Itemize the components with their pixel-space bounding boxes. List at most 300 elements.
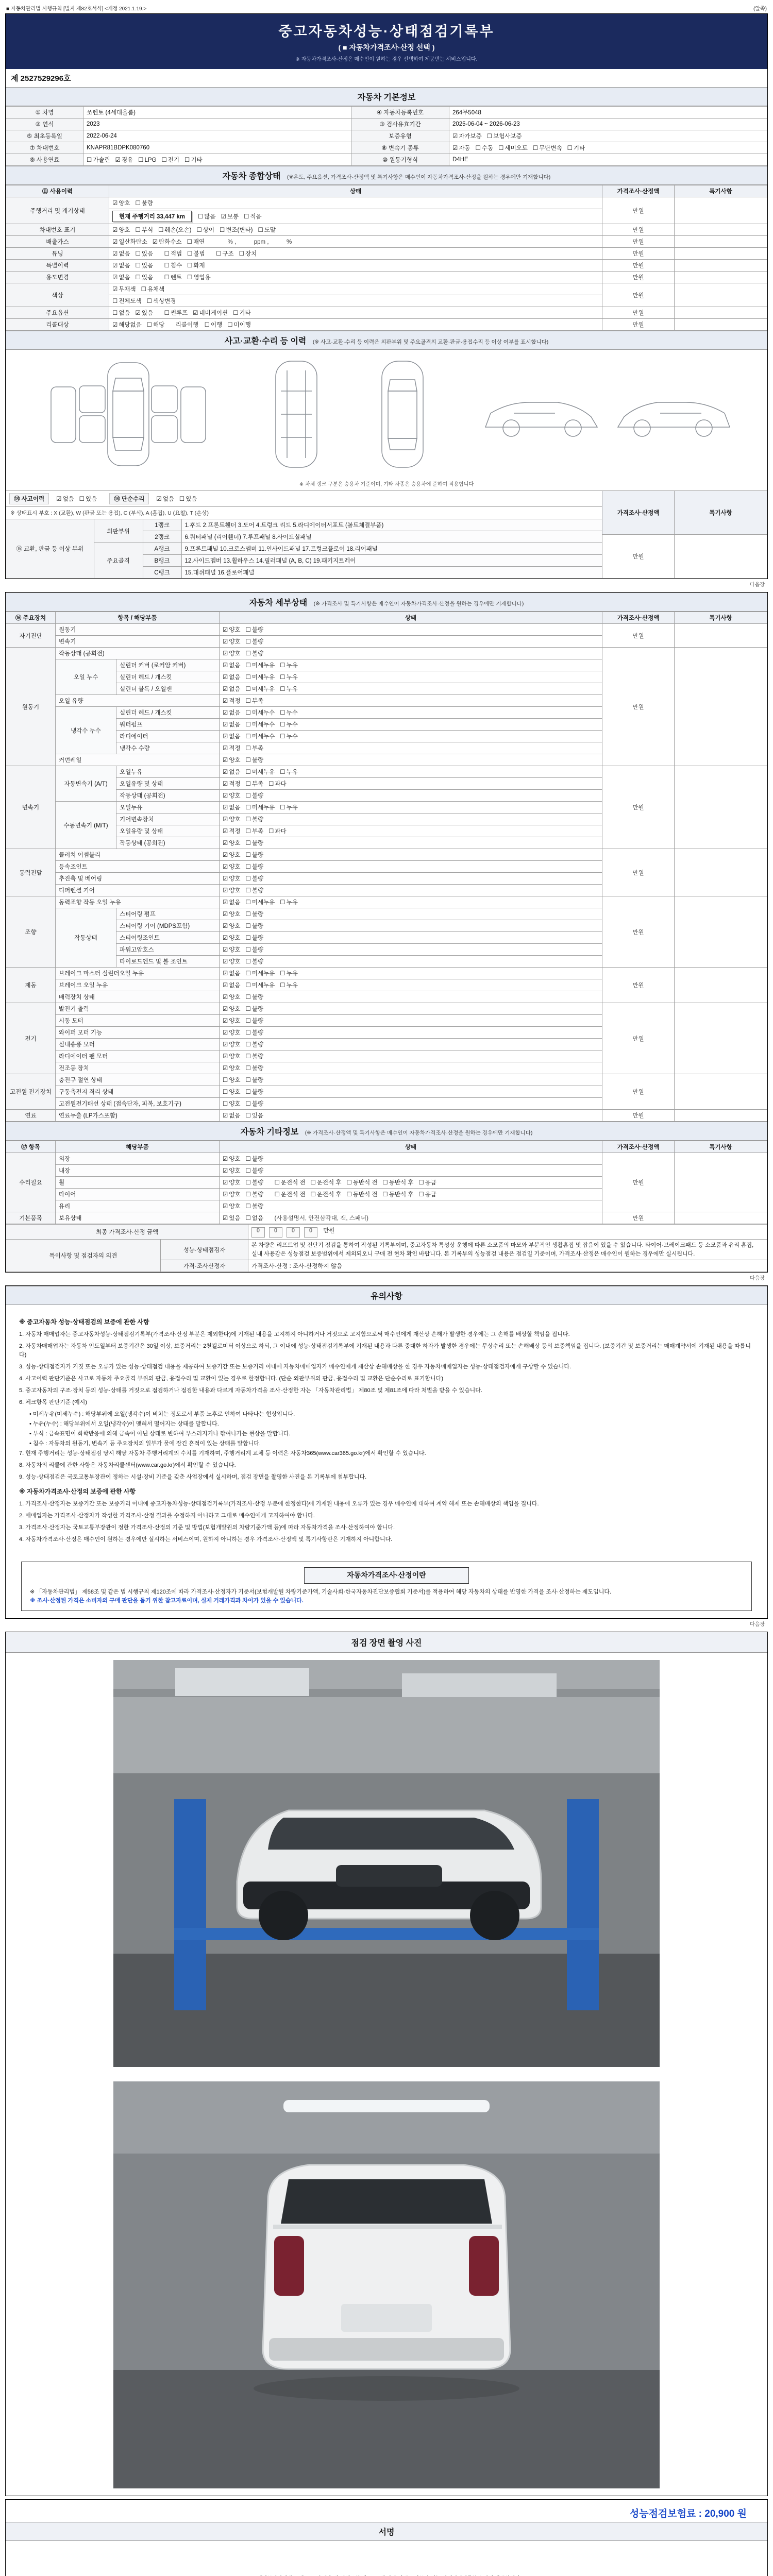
status-options bbox=[220, 683, 602, 695]
checkbox-option[interactable]: ☑ 양호 bbox=[223, 1054, 241, 1060]
checkbox-option[interactable]: ☐ 없음 bbox=[245, 1215, 264, 1222]
group-label: 자기진단 bbox=[6, 624, 56, 648]
checkbox-option[interactable]: ☑ 양호 bbox=[223, 876, 241, 882]
checkbox-option[interactable]: ☑ 적정 bbox=[223, 828, 241, 835]
checked-checkbox-icon: ☑ bbox=[223, 817, 228, 823]
status-options bbox=[220, 624, 602, 636]
item-label: 유리 bbox=[56, 1200, 220, 1212]
checked-checkbox-icon: ☑ bbox=[112, 200, 118, 207]
checkbox-option[interactable]: ☐ 불량 bbox=[135, 200, 154, 207]
checked-checkbox-icon: ☑ bbox=[223, 911, 228, 918]
checkbox-option[interactable]: ☐ 양호 bbox=[223, 1101, 241, 1107]
unchecked-checkbox-icon: ☐ bbox=[280, 805, 285, 811]
status-options bbox=[220, 1086, 602, 1098]
checkbox-option[interactable]: ☑ 양호 bbox=[223, 935, 241, 941]
checkbox-option[interactable]: ☑ 자가보증 bbox=[452, 133, 482, 140]
rank-items: 6.쿼터패널 (리어휀더) 7.루프패널 8.사이드실패널 bbox=[181, 531, 602, 543]
unchecked-checkbox-icon: ☐ bbox=[245, 959, 251, 965]
checkbox-option[interactable]: ☑ 없음 bbox=[223, 710, 241, 716]
checkbox-option[interactable]: ☑ 없음 bbox=[223, 1113, 241, 1119]
unchecked-checkbox-icon: ☐ bbox=[164, 310, 170, 316]
price-cell: 만원 bbox=[602, 319, 675, 331]
item-label: 실내송풍 모터 bbox=[56, 1039, 220, 1050]
checkbox-option[interactable]: ☑ 없음 bbox=[56, 496, 74, 502]
checkbox-option[interactable]: ☐ 불량 bbox=[245, 1006, 264, 1012]
checkbox-option[interactable]: ☐ 적법 bbox=[164, 251, 182, 257]
inline-text bbox=[158, 263, 164, 269]
unchecked-checkbox-icon: ☐ bbox=[220, 227, 225, 233]
unchecked-checkbox-icon: ☐ bbox=[164, 275, 170, 281]
field-label: ⑤ 최초등록일 bbox=[6, 130, 83, 142]
checkbox-option[interactable]: ☑ 없음 bbox=[223, 900, 241, 906]
checked-checkbox-icon: ☑ bbox=[223, 828, 228, 835]
side-view-right-diagram bbox=[609, 385, 737, 442]
checked-checkbox-icon: ☑ bbox=[223, 710, 228, 716]
checkbox-option[interactable]: ☐ 불량 bbox=[245, 1018, 264, 1024]
unchecked-checkbox-icon: ☐ bbox=[245, 876, 251, 882]
checkbox-option[interactable]: ☐ 불량 bbox=[245, 994, 264, 1001]
etc-title: 자동차 기타정보 bbox=[240, 1128, 299, 1137]
checkbox-option[interactable]: ☐ 불량 bbox=[245, 876, 264, 882]
note-cell bbox=[675, 624, 767, 648]
checkbox-option[interactable]: ☑ 양호 bbox=[223, 1042, 241, 1048]
price-cell: 만원 bbox=[602, 197, 675, 224]
checkbox-option[interactable]: ☑ 양호 bbox=[223, 864, 241, 870]
checkbox-option[interactable]: ☐ 미세누수 bbox=[245, 722, 275, 728]
checkbox-option[interactable]: ☑ 네비게이션 bbox=[193, 310, 228, 316]
checked-checkbox-icon: ☑ bbox=[223, 1006, 228, 1012]
checkbox-option[interactable]: ☑ 양호 bbox=[223, 1180, 241, 1186]
checkbox-option[interactable]: ☐ 화재 bbox=[187, 263, 205, 269]
checkbox-option[interactable]: ☐ 색상변경 bbox=[146, 298, 176, 304]
checkbox-option[interactable]: ☐ 누유 bbox=[280, 769, 298, 775]
checkbox-option[interactable]: ☐ 적음 bbox=[244, 214, 262, 220]
column-header: 특기사항 bbox=[675, 185, 767, 197]
notice-item: 2. 매매업자는 가격조사·산정자가 작성한 가격조사·산정 결과를 수정하지 아니하고 그대로 매수인에게 고지하여야 합니다. bbox=[19, 1512, 315, 1519]
price-cell: 만원 bbox=[602, 1153, 675, 1212]
unchecked-checkbox-icon: ☐ bbox=[245, 686, 251, 692]
checkbox-option[interactable]: ☐ 기타 bbox=[567, 145, 585, 151]
checkbox-option[interactable]: ☐ 미세누유 bbox=[245, 769, 275, 775]
notice-item: 9. 성능·상태점검은 국토교통부장관이 정하는 시설·장비 기준을 갖춘 사업장에서 실시하며, 점검 장면을 촬영한 사진을 본 기록부에 첨부합니다. bbox=[19, 1474, 367, 1481]
checkbox-option[interactable]: ☐ 있음 bbox=[179, 496, 197, 502]
checkbox-option[interactable]: ☐ 응급 bbox=[418, 1180, 436, 1186]
checked-checkbox-icon: ☑ bbox=[112, 286, 118, 293]
checkbox-option[interactable]: ☑ 해당없음 bbox=[112, 322, 142, 328]
checkbox-option[interactable]: ☐ 누유 bbox=[280, 971, 298, 977]
checkbox-option[interactable]: ☐ 부족 bbox=[245, 828, 264, 835]
checkbox-option[interactable]: ☐ 동반석 후 bbox=[382, 1192, 414, 1198]
checked-checkbox-icon: ☑ bbox=[223, 876, 228, 882]
checkbox-option[interactable]: ☑ 없음 bbox=[156, 496, 174, 502]
checkbox-option[interactable]: ☐ 불량 bbox=[245, 817, 264, 823]
checked-checkbox-icon: ☑ bbox=[223, 734, 228, 740]
checkbox-option[interactable]: ☑ 무채색 bbox=[112, 286, 136, 293]
checkbox-option[interactable]: ☐ 누유 bbox=[280, 686, 298, 692]
item-label: 디퍼렌셜 기어 bbox=[56, 885, 220, 896]
checkbox-option[interactable]: ☑ 양호 bbox=[223, 911, 241, 918]
status-options bbox=[220, 814, 602, 825]
checkbox-option[interactable]: ☐ 장치 bbox=[239, 251, 257, 257]
checked-checkbox-icon: ☑ bbox=[223, 757, 228, 764]
comprehensive-title: 자동차 종합상태 bbox=[222, 172, 281, 181]
checkbox-option[interactable]: ☐ 동반석 전 bbox=[346, 1180, 378, 1186]
table-row bbox=[6, 1225, 767, 1240]
checkbox-option[interactable]: ☐ 불법 bbox=[187, 251, 205, 257]
checkbox-option[interactable]: ☐ 무단변속 bbox=[532, 145, 562, 151]
checkbox-option[interactable]: ☐ 불량 bbox=[245, 923, 264, 929]
checkbox-option[interactable]: ☐ 미세누유 bbox=[245, 674, 275, 681]
group-label: 배출가스 bbox=[6, 236, 109, 248]
checkbox-option[interactable]: ☑ 양호 bbox=[223, 1204, 241, 1210]
checkbox-option[interactable]: ☑ 경유 bbox=[115, 157, 133, 163]
status-options bbox=[109, 209, 602, 224]
checkbox-option[interactable]: ☑ 양호 bbox=[223, 817, 241, 823]
checkbox-option[interactable]: ☐ 누수 bbox=[280, 734, 298, 740]
unchecked-checkbox-icon: ☐ bbox=[280, 769, 285, 775]
checkbox-option[interactable]: ☐ 불량 bbox=[245, 840, 264, 846]
checkbox-option[interactable]: ☑ 양호 bbox=[223, 757, 241, 764]
diagram-note: ※ 차체 랭크 구분은 승용차 기준이며, 기타 차종은 승용차에 준하여 적용합니다 bbox=[6, 479, 767, 490]
signature-section-title: 서명 bbox=[6, 2522, 767, 2541]
item-label: 동력조향 작동 오일 누유 bbox=[56, 896, 220, 908]
field-label: ① 차명 bbox=[6, 107, 83, 118]
status-options bbox=[109, 295, 602, 307]
checkbox-option[interactable]: ☐ 보험사보증 bbox=[486, 133, 522, 140]
checked-checkbox-icon: ☑ bbox=[223, 781, 228, 787]
checkbox-option[interactable]: ☐ 썬루프 bbox=[164, 310, 188, 316]
checkbox-option[interactable]: ☐ 불량 bbox=[245, 1156, 264, 1162]
checkbox-option[interactable]: ☐ 불량 bbox=[245, 1042, 264, 1048]
checkbox-option[interactable]: ☐ 전기 bbox=[161, 157, 180, 163]
status-options bbox=[220, 896, 602, 908]
next-page-label: 다음장 bbox=[750, 1621, 765, 1628]
table-row bbox=[6, 319, 767, 331]
status-options bbox=[109, 283, 602, 295]
checkbox-option[interactable]: ☑ 양호 bbox=[223, 840, 241, 846]
checkbox-option[interactable]: ☑ 양호 bbox=[223, 793, 241, 799]
checkbox-option[interactable]: ☑ 없음 bbox=[223, 769, 241, 775]
checkbox-option[interactable]: ☑ 양호 bbox=[223, 959, 241, 965]
signature-area[interactable] bbox=[6, 2541, 767, 2572]
block-photos bbox=[5, 1632, 768, 2496]
checkbox-option[interactable]: ☐ 있음 bbox=[79, 496, 97, 502]
field-label: ④ 자동차등록번호 bbox=[351, 107, 449, 118]
item-label: 오일 유량 bbox=[56, 695, 220, 707]
checkbox-option[interactable]: ☐ 불량 bbox=[245, 1180, 264, 1186]
item-label: 추진축 및 베어링 bbox=[56, 873, 220, 885]
checkbox-option[interactable]: ☐ 불량 bbox=[245, 911, 264, 918]
checkbox-option[interactable]: ☐ 불량 bbox=[245, 888, 264, 894]
checkbox-option[interactable]: ☑ 없음 bbox=[223, 734, 241, 740]
group-label: 용도변경 bbox=[6, 272, 109, 283]
column-header: 가격조사·산정액 bbox=[602, 612, 675, 624]
checkbox-option[interactable]: ☐ 누유 bbox=[280, 674, 298, 681]
accident-main-cell bbox=[6, 491, 602, 579]
item-label: 실린더 헤드 / 개스킷 bbox=[116, 707, 220, 719]
checkbox-option[interactable]: ☑ 없음 bbox=[223, 971, 241, 977]
checkbox-option[interactable]: ☐ 미세누유 bbox=[245, 971, 275, 977]
field-value: 쏘렌토 (4세대올룸) bbox=[83, 107, 351, 118]
inspection-photo-rear bbox=[113, 2081, 660, 2488]
notice-item: 8. 자동차의 리콜에 관한 사항은 자동차리콜센터(www.car.go.kr)에서 확인할 수 있습니다. bbox=[19, 1462, 236, 1469]
checkbox-option[interactable]: ☐ 불량 bbox=[245, 1204, 264, 1210]
checkbox-option[interactable]: ☐ 가솔린 bbox=[87, 157, 110, 163]
item-label: 보유상태 bbox=[56, 1212, 220, 1224]
checkbox-option[interactable]: ☑ 양호 bbox=[223, 888, 241, 894]
unchecked-checkbox-icon: ☐ bbox=[245, 651, 251, 657]
checkbox-option[interactable]: ☑ 자동 bbox=[452, 145, 470, 151]
item-label: 작동상태 (공회전) bbox=[116, 790, 220, 802]
column-header: 특기사항 bbox=[675, 491, 767, 535]
status-options bbox=[220, 1062, 602, 1074]
sub-group-label: 냉각수 누수 bbox=[56, 707, 116, 754]
checkbox-option[interactable]: ☐ LPG bbox=[138, 157, 157, 163]
checkbox-option[interactable]: ☐ 영업용 bbox=[187, 275, 211, 281]
checkbox-option[interactable]: ☐ 불량 bbox=[245, 1065, 264, 1072]
price-digit-box: 0 bbox=[287, 1227, 300, 1238]
checkbox-option[interactable]: ☐ 양호 bbox=[223, 1089, 241, 1095]
checkbox-option[interactable]: ☐ 있음 bbox=[245, 1113, 264, 1119]
checkbox-option[interactable]: ☐ 불량 bbox=[245, 1077, 264, 1083]
checkbox-option[interactable]: ☐ 불량 bbox=[245, 757, 264, 764]
notice-item: • 침수 : 자동차의 원동기, 변속기 등 주요장치의 일부가 물에 잠긴 흔적이 있는 상태를 말합니다. bbox=[29, 1440, 261, 1447]
checkbox-option[interactable]: ☐ 전체도색 bbox=[112, 298, 142, 304]
checkbox-option[interactable]: ☑ 양호 bbox=[223, 1018, 241, 1024]
next-page-label: 다음장 bbox=[750, 582, 765, 588]
checkbox-option[interactable]: ☐ 불량 bbox=[245, 959, 264, 965]
checkbox-option[interactable]: ☐ 과다 bbox=[268, 781, 287, 787]
checkbox-option[interactable]: ☐ 세미오토 bbox=[498, 145, 528, 151]
field-value: KNAPR81BDPK080760 bbox=[83, 142, 351, 154]
item-label: 시동 모터 bbox=[56, 1015, 220, 1027]
unchecked-checkbox-icon: ☐ bbox=[141, 286, 146, 293]
checkbox-option[interactable]: ☐ 과다 bbox=[268, 828, 287, 835]
checkbox-option[interactable]: ☑ 양호 bbox=[112, 227, 130, 233]
checkbox-option[interactable]: ☐ 누수 bbox=[280, 722, 298, 728]
checkbox-option[interactable]: ☐ 미이행 bbox=[227, 322, 251, 328]
checked-checkbox-icon: ☑ bbox=[112, 251, 118, 257]
checkbox-option[interactable]: ☐ 도말 bbox=[258, 227, 276, 233]
price-cell: 만원 bbox=[602, 896, 675, 968]
checkbox-option[interactable]: ☑ 없음 bbox=[112, 251, 130, 257]
checked-checkbox-icon: ☑ bbox=[112, 263, 118, 269]
etc-subtitle: (※ 가격조사·산정액 및 특기사항은 매수인이 자동차가격조사·산정을 원하는 경우에만 기재합니다) bbox=[305, 1130, 533, 1136]
checkbox-option[interactable]: ☐ 미세누유 bbox=[245, 805, 275, 811]
checkbox-option[interactable]: ☐ 불량 bbox=[245, 852, 264, 858]
checkbox-option[interactable]: ☐ 상이 bbox=[196, 227, 215, 233]
checkbox-option[interactable]: ☐ 침수 bbox=[164, 263, 182, 269]
photo-wrap-1 bbox=[6, 1653, 767, 2074]
checkbox-option[interactable]: ☑ 보통 bbox=[221, 214, 239, 220]
unchecked-checkbox-icon: ☐ bbox=[268, 828, 274, 835]
checked-checkbox-icon: ☑ bbox=[223, 769, 228, 775]
checkbox-option[interactable]: ☑ 양호 bbox=[223, 1168, 241, 1174]
checked-checkbox-icon: ☑ bbox=[223, 923, 228, 929]
checkbox-option[interactable]: ☐ 불량 bbox=[245, 1054, 264, 1060]
checkbox-option[interactable]: ☐ 구조 bbox=[216, 251, 234, 257]
notice-item: 7. 현재 주행거리는 성능·상태점검 당시 해당 자동차 주행거리계의 수치를 기재하며, 주행거리계 교체 등 이력은 자동차365(www.car365.go.kr)에서 확인할 수 있습니다. bbox=[19, 1450, 426, 1457]
checkbox-option[interactable]: ☑ 양호 bbox=[223, 852, 241, 858]
unchecked-checkbox-icon: ☐ bbox=[245, 840, 251, 846]
checkbox-option[interactable]: ☐ 운전석 전 bbox=[274, 1180, 306, 1186]
checkbox-option[interactable]: ☑ 탄화수소 bbox=[152, 239, 182, 245]
checkbox-option[interactable]: ☐ 렌트 bbox=[164, 275, 182, 281]
checkbox-option[interactable]: ☐ 기타 bbox=[184, 157, 203, 163]
checkbox-option[interactable]: ☐ 불량 bbox=[245, 639, 264, 645]
checkbox-option[interactable]: ☑ 없음 bbox=[223, 674, 241, 681]
checkbox-option[interactable]: ☐ 부족 bbox=[245, 781, 264, 787]
accident-history-row bbox=[6, 491, 602, 507]
checkbox-option[interactable]: ☑ 양호 bbox=[223, 1006, 241, 1012]
checkbox-option[interactable]: ☐ 불량 bbox=[245, 627, 264, 633]
checkbox-option[interactable]: ☐ 불량 bbox=[245, 1030, 264, 1036]
checkbox-option[interactable]: ☑ 없음 bbox=[223, 805, 241, 811]
checkbox-option[interactable]: ☑ 없음 bbox=[223, 663, 241, 669]
checkbox-option[interactable]: ☐ 누유 bbox=[280, 805, 298, 811]
item-label: 와이퍼 모터 기능 bbox=[56, 1027, 220, 1039]
checkbox-option[interactable]: ☑ 있음 bbox=[223, 1215, 241, 1222]
notice-item: 3. 성능·상태점검자가 거짓 또는 오류가 있는 성능·상태점검 내용을 제공하여 보증기간 또는 보증거리 이내에 자동차매매업자가 매수인에게 재산상 손해배상을 한 경우 자동차매매업자는 성능·상태점검자에게 구상할 수 있습니다. bbox=[19, 1363, 572, 1370]
checkbox-option[interactable]: ☑ 양호 bbox=[223, 1030, 241, 1036]
checkbox-option[interactable]: ☐ 매연 bbox=[187, 239, 205, 245]
checkbox-option[interactable]: ☐ 불량 bbox=[245, 947, 264, 953]
unchecked-checkbox-icon: ☐ bbox=[245, 1192, 251, 1198]
unchecked-checkbox-icon: ☐ bbox=[245, 1006, 251, 1012]
final-price-label: 최종 가격조사·산정 금액 bbox=[6, 1225, 248, 1240]
checkbox-option[interactable]: ☐ 운전석 후 bbox=[310, 1180, 342, 1186]
checkbox-option[interactable]: ☑ 양호 bbox=[223, 639, 241, 645]
checkbox-option[interactable]: ☑ 양호 bbox=[223, 1065, 241, 1072]
checkbox-option[interactable]: ☐ 부식 bbox=[135, 227, 154, 233]
checkbox-option[interactable]: ☐ 미세누유 bbox=[245, 982, 275, 989]
checkbox-option[interactable]: ☐ 불량 bbox=[245, 1089, 264, 1095]
checkbox-option[interactable]: ☑ 양호 bbox=[223, 1192, 241, 1198]
checkbox-option[interactable]: ☑ 양호 bbox=[223, 923, 241, 929]
unchecked-checkbox-icon: ☐ bbox=[245, 663, 251, 669]
unchecked-checkbox-icon: ☐ bbox=[245, 1113, 251, 1119]
checkbox-option[interactable]: ☐ 불량 bbox=[245, 864, 264, 870]
unchecked-checkbox-icon: ☐ bbox=[280, 900, 285, 906]
checkbox-option[interactable]: ☑ 적정 bbox=[223, 698, 241, 704]
checkbox-option[interactable]: ☐ 미세누유 bbox=[245, 686, 275, 692]
checkbox-option[interactable]: ☑ 없음 bbox=[223, 722, 241, 728]
rank-label: 1랭크 bbox=[143, 519, 181, 531]
checkbox-option[interactable]: ☐ 불량 bbox=[245, 793, 264, 799]
checkbox-option[interactable]: ☑ 양호 bbox=[223, 947, 241, 953]
checkbox-option[interactable]: ☑ 양호 bbox=[112, 200, 130, 207]
checkbox-option[interactable]: ☐ 동반석 후 bbox=[382, 1180, 414, 1186]
item-label: 작동상태 (공회전) bbox=[116, 837, 220, 849]
checkbox-option[interactable]: ☑ 양호 bbox=[223, 627, 241, 633]
item-label: 스티어링 기어 (MDPS포함) bbox=[116, 920, 220, 932]
checkbox-option[interactable]: ☑ 없음 bbox=[112, 263, 130, 269]
notice-bullets bbox=[19, 1410, 754, 1448]
checked-checkbox-icon: ☑ bbox=[56, 496, 62, 502]
checkbox-option[interactable]: ☐ 불량 bbox=[245, 935, 264, 941]
table-row bbox=[6, 248, 767, 260]
checkbox-option[interactable]: ☐ 불량 bbox=[245, 1192, 264, 1198]
checkbox-option[interactable]: ☑ 적정 bbox=[223, 745, 241, 752]
checkbox-option[interactable]: ☑ 양호 bbox=[223, 994, 241, 1001]
checkbox-option[interactable]: ☐ 없음 bbox=[112, 310, 130, 316]
unchecked-checkbox-icon: ☐ bbox=[245, 935, 251, 941]
checkbox-option[interactable]: ☐ 미세누수 bbox=[245, 710, 275, 716]
checkbox-option[interactable]: ☐ 미세누수 bbox=[245, 734, 275, 740]
checked-checkbox-icon: ☑ bbox=[221, 214, 226, 220]
checkbox-option[interactable]: ☐ 기타 bbox=[233, 310, 251, 316]
checkbox-option[interactable]: ☑ 양호 bbox=[223, 1156, 241, 1162]
checkbox-option[interactable]: ☐ 누유 bbox=[280, 982, 298, 989]
checkbox-option[interactable]: ☐ 불량 bbox=[245, 1101, 264, 1107]
checkbox-option[interactable]: ☐ 누유 bbox=[280, 663, 298, 669]
checkbox-option[interactable]: ☐ 많음 bbox=[198, 214, 216, 220]
checkbox-option[interactable]: ☐ 해당 bbox=[146, 322, 165, 328]
column-header: 해당부품 bbox=[56, 1141, 220, 1153]
checkbox-option[interactable]: ☐ 누유 bbox=[280, 900, 298, 906]
item-label: 고전원전기배선 상태 (접속단자, 피복, 보호기구) bbox=[56, 1098, 220, 1110]
checkbox-option[interactable]: ☐ 누수 bbox=[280, 710, 298, 716]
checkbox-option[interactable]: ☐ 응급 bbox=[418, 1192, 436, 1198]
status-options bbox=[220, 1074, 602, 1086]
checkbox-option[interactable]: ☐ 변조(변타) bbox=[220, 227, 253, 233]
group-label: 고전원 전기장치 bbox=[6, 1074, 56, 1110]
unchecked-checkbox-icon: ☐ bbox=[346, 1192, 352, 1198]
checkbox-option[interactable]: ☑ 일산화탄소 bbox=[112, 239, 147, 245]
checkbox-option[interactable]: ☐ 유채색 bbox=[141, 286, 165, 293]
checkbox-option[interactable]: ☐ 훼손(오손) bbox=[158, 227, 192, 233]
checkbox-option[interactable]: ☐ 있음 bbox=[135, 263, 154, 269]
group-label: 주요옵션 bbox=[6, 307, 109, 319]
unchecked-checkbox-icon: ☐ bbox=[164, 263, 170, 269]
item-label: 내장 bbox=[56, 1165, 220, 1177]
unchecked-checkbox-icon: ☐ bbox=[274, 1192, 280, 1198]
column-header: ⑯ 주요장치 bbox=[6, 612, 56, 624]
checkbox-option[interactable]: ☐ 운전석 전 bbox=[274, 1192, 306, 1198]
checkbox-option[interactable]: ☑ 양호 bbox=[223, 651, 241, 657]
unchecked-checkbox-icon: ☐ bbox=[164, 251, 170, 257]
checkbox-option[interactable]: ☐ 있음 bbox=[135, 251, 154, 257]
checkbox-option[interactable]: ☑ 없음 bbox=[223, 982, 241, 989]
checkbox-option[interactable]: ☐ 미세누유 bbox=[245, 663, 275, 669]
unchecked-checkbox-icon: ☐ bbox=[382, 1180, 388, 1186]
unchecked-checkbox-icon: ☐ bbox=[245, 1089, 251, 1095]
checkbox-option[interactable]: ☐ 불량 bbox=[245, 651, 264, 657]
checkbox-option[interactable]: ☐ 양호 bbox=[223, 1077, 241, 1083]
checkbox-option[interactable]: ☐ 부족 bbox=[245, 745, 264, 752]
note-cell bbox=[675, 1110, 767, 1122]
checkbox-option[interactable]: ☐ 수동 bbox=[475, 145, 494, 151]
block-signature bbox=[5, 2499, 768, 2576]
checkbox-option[interactable]: ☐ 불량 bbox=[245, 1168, 264, 1174]
price-cell: 만원 bbox=[602, 260, 675, 272]
checked-checkbox-icon: ☑ bbox=[223, 651, 228, 657]
checkbox-option[interactable]: ☑ 없음 bbox=[223, 686, 241, 692]
checkbox-option[interactable]: ☑ 있음 bbox=[135, 310, 154, 316]
status-options bbox=[220, 956, 602, 968]
checkbox-option[interactable]: ☐ 미세누유 bbox=[245, 900, 275, 906]
document-title: 중고자동차성능·상태점검기록부 bbox=[278, 24, 495, 39]
checkbox-option[interactable]: ☐ 이행 bbox=[204, 322, 223, 328]
checkbox-option[interactable]: ☐ 동반석 전 bbox=[346, 1192, 378, 1198]
checkbox-option[interactable]: ☑ 없음 bbox=[112, 275, 130, 281]
checkbox-option[interactable]: ☐ 운전석 후 bbox=[310, 1192, 342, 1198]
section-title-comprehensive bbox=[6, 166, 767, 185]
checkbox-option[interactable]: ☐ 부족 bbox=[245, 698, 264, 704]
checkbox-option[interactable]: ☑ 적정 bbox=[223, 781, 241, 787]
checkbox-option[interactable]: ☐ 있음 bbox=[135, 275, 154, 281]
accident-history-label: ⑬ 사고이력 bbox=[9, 493, 49, 504]
